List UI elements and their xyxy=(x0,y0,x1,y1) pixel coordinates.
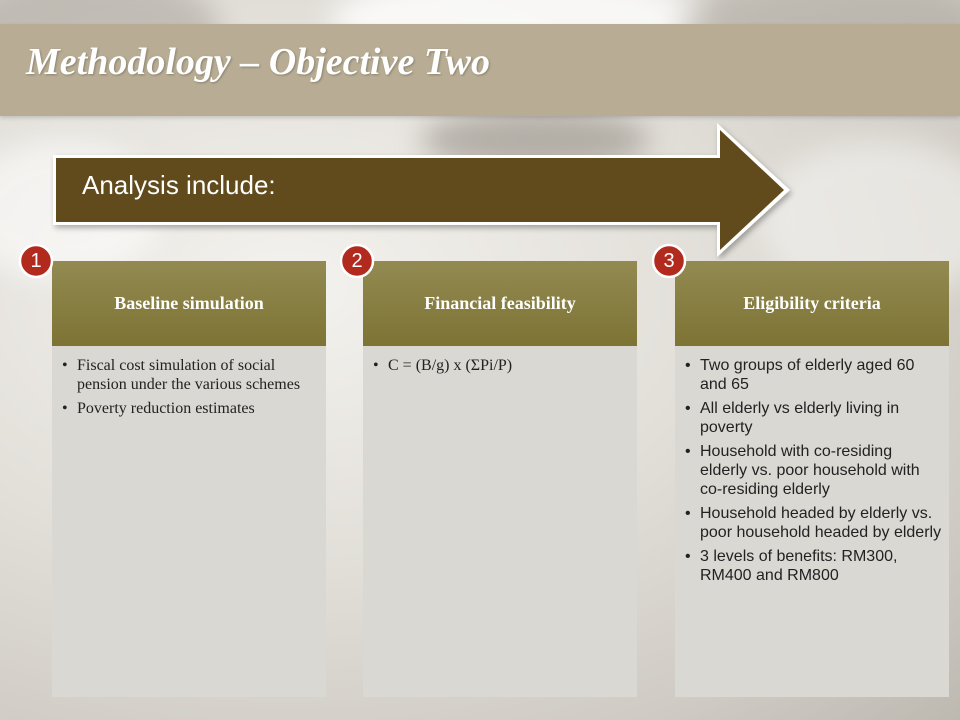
step-number: 1 xyxy=(30,249,42,272)
step-card-header xyxy=(363,261,637,346)
list-item: • Household headed by elderly vs. poor household headed by elderly xyxy=(685,504,943,542)
list-item: • All elderly vs elderly living in poverty xyxy=(685,399,943,437)
list-item: • 3 levels of benefits: RM300, RM400 and RM800 xyxy=(685,547,943,585)
list-item: • Poverty reduction estimates xyxy=(62,399,320,418)
list-item: • Fiscal cost simulation of social pension under the various schemes xyxy=(62,356,320,394)
step-card-header xyxy=(52,261,326,346)
step-number: 2 xyxy=(351,249,363,272)
step-number: 3 xyxy=(663,249,675,272)
step-card-header xyxy=(675,261,949,346)
list-item: • C = (B/g) x (ΣPi/P) xyxy=(373,356,631,375)
slide-title: Methodology – Objective Two xyxy=(26,41,490,83)
list-item: • Two groups of elderly aged 60 and 65 xyxy=(685,356,943,394)
step-bullet-list xyxy=(373,356,631,380)
step-card-baseline-simulation xyxy=(52,261,326,697)
step-card-eligibility-criteria xyxy=(675,261,949,697)
step-number-badge-1 xyxy=(18,243,54,279)
title-bar xyxy=(0,24,960,116)
step-heading: Eligibility criteria xyxy=(743,293,881,313)
list-item: • Household with co-residing elderly vs. poor household with co-residing elderly xyxy=(685,442,943,499)
step-heading: Financial feasibility xyxy=(424,293,576,313)
step-card-financial-feasibility xyxy=(363,261,637,697)
step-bullet-list xyxy=(685,356,943,590)
step-number-badge-2 xyxy=(339,243,375,279)
step-heading: Baseline simulation xyxy=(114,293,264,313)
step-number-badge-3 xyxy=(651,243,687,279)
analysis-banner-text: Analysis include: xyxy=(82,170,276,200)
step-bullet-list xyxy=(62,356,320,423)
